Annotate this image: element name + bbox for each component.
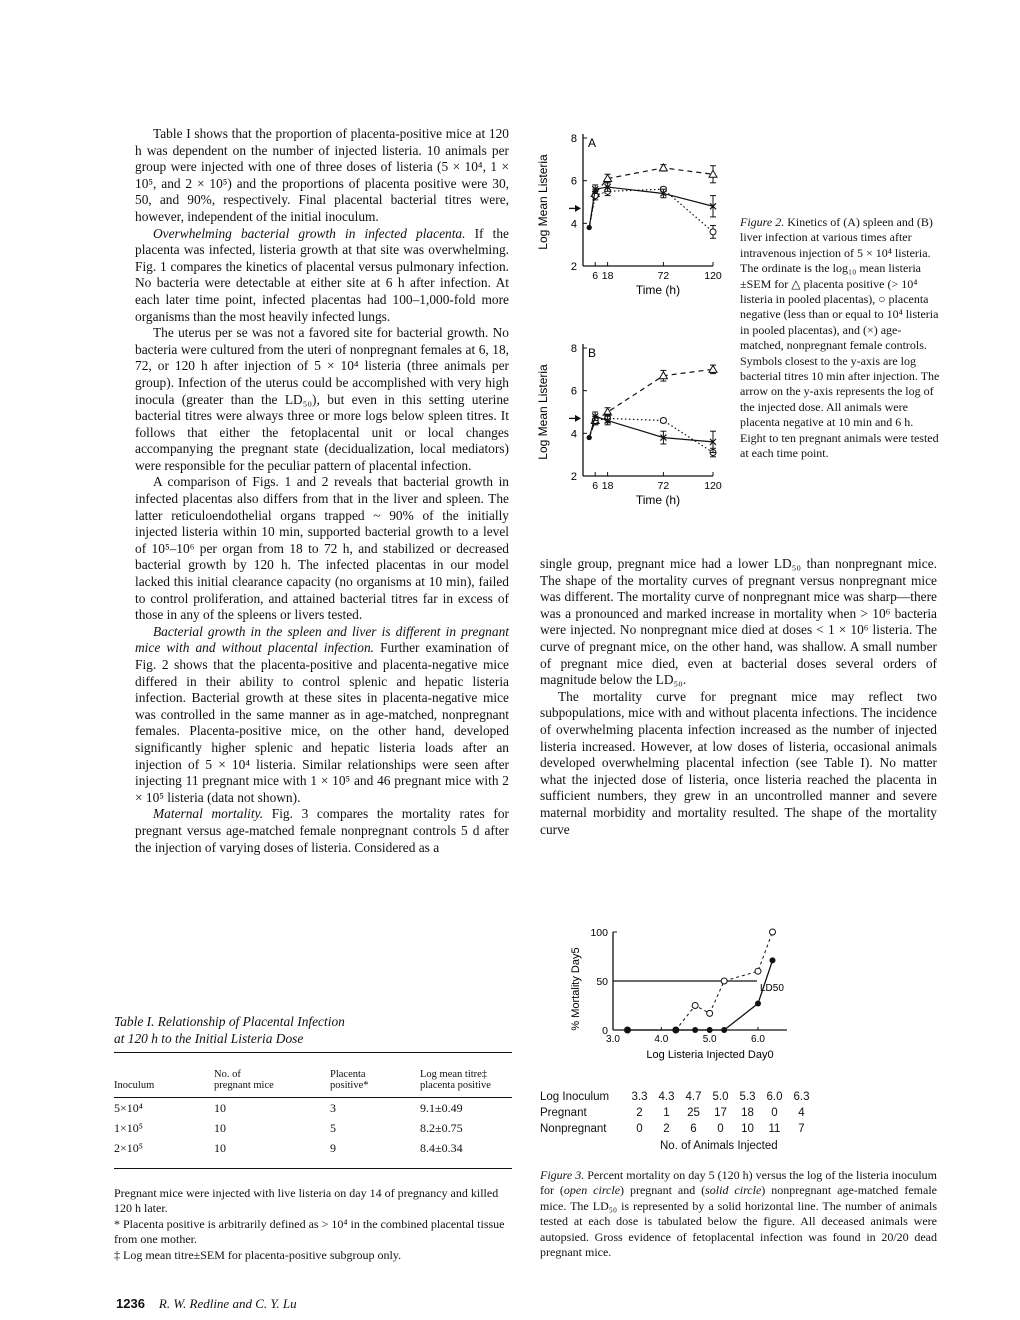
caption-text: Kinetics of (A) spleen and (B) liver infection at various times after intravenous injection of 5 × 10⁴ listeria. The ordinate is the log₁₀ mean listeria ±SEM for △ placenta positive (> 10⁴ listeria in pooled placentas), ○ placenta negative (less than or equal to 10⁴ listeria in pooled placentas), and (×) age-matched, nonpregnant female controls. Symbols closest to the y-axis are log bacterial titres 10 min after injection. The arrow on the y-axis represents the log of the injected dose. All animals were placenta negative at 10 min and 6 h. Eight to ten pregnant animals were tested at each time point. (740, 215, 940, 461)
caption-text: solid circle (705, 1183, 762, 1198)
figure-3-table (540, 1090, 815, 1138)
x-tick-label: 6 (592, 480, 599, 492)
table-cell: 6 (690, 1123, 697, 1135)
table-cell: 2×10⁵ (114, 1141, 143, 1155)
table-cell: 5×10⁴ (114, 1101, 143, 1115)
caption-text: open circle (563, 1183, 621, 1198)
data-point-solid-circle (721, 1027, 727, 1033)
table-cell: 4 (798, 1107, 805, 1119)
table-1 (114, 1052, 512, 1169)
x-tick-label: 3.0 (606, 1034, 620, 1045)
x-tick-label: 18 (601, 270, 614, 282)
paragraph: A comparison of Figs. 1 and 2 reveals that bacterial growth in infected placentas also differs from that in the liver and spleen. The latter reticuloendothelial organs trapped ~ 90% of the initially injected listeria within 10 min, supported bacterial growth to a level of 10⁵–10⁶ per organ from 18 to 72 h, and stabilized or decreased bacterial growth by 120 h. The infected placentas in our model lacked this initial clearance capacity (no organisms at 10 min), failed to control proliferation, and attained bacterial titres far in excess of those in any of the spleens or livers tested. (135, 474, 509, 623)
data-point-solid-circle (625, 1027, 631, 1033)
paragraph: The mortality curve for pregnant mice may reflect two subpopulations, mice with and without placenta infections. The incidence of overwhelming placenta infection increased as the number of injected listeria increased. However, at low doses of listeria, occasional animals developed overwhelming placental infection (see Table I). No matter what the injected dose of listeria, once listeria reached the placenta in sufficient numbers, they grew in an uncontrolled manner and severe maternal morbidity and mortality resulted. The shape of the mortality curve (540, 688, 937, 837)
table-cell: 11 (768, 1123, 781, 1135)
table-cell: 25 (687, 1107, 700, 1119)
table-row (114, 1118, 512, 1138)
x-tick-label: 6.0 (751, 1034, 765, 1045)
table-note: * Placenta positive is arbitrarily defined as > 10⁴ in the combined placental tissue from one mother. (114, 1216, 505, 1247)
table-cell: 1×10⁵ (114, 1121, 143, 1135)
table-cell: 9.1±0.49 (420, 1101, 463, 1115)
figure-2-panel-b (536, 343, 722, 507)
data-point-open-circle (721, 978, 727, 984)
paragraph-text: If the placenta was infected, listeria growth at that site was overwhelming. Fig. 1 compares the kinetics of placental versus pulmonary infection. No bacteria were detectable at either site at 6 h after infection. At each later time point, infected placentas had 100–1,000-fold more organisms than the most heavily infected lungs. (135, 225, 509, 324)
table-cell: 9 (330, 1141, 336, 1155)
data-point-triangle (709, 365, 717, 372)
paragraph-text: Fig. 3 compares the mortality rates for pregnant versus age-matched female nonpregnant controls 5 d after the injection of varying doses of listeria. Considered as a (135, 806, 509, 855)
data-point-open-circle (755, 968, 761, 974)
injected-dose-arrowhead (575, 415, 581, 422)
caption-text: ) pregnant and ( (620, 1183, 706, 1198)
right-column (540, 556, 937, 838)
initial-point (587, 225, 592, 230)
row-label: Log Inoculum (540, 1091, 610, 1103)
page-number: 1236 (116, 1296, 145, 1311)
row-label: Nonpregnant (540, 1123, 607, 1135)
table-cell: 5.0 (712, 1091, 729, 1103)
panel-label: B (588, 346, 597, 360)
x-tick-label: 72 (657, 480, 670, 492)
paragraph-text: Further examination of Fig. 2 shows that the placenta-positive and placenta-negative mice differed in their ability to control splenic and hepatic listeria infection. Bacterial growth at these sites in placenta-negative mice was controlled in the same manner as in age-matched, nonpregnant females. Placenta-positive mice, on the other hand, developed significantly higher splenic and hepatic listeria loads after an injection of 5 × 10⁴ listeria. Similar relationships were seen after injecting 11 pregnant mice with 1 × 10⁵ and 46 pregnant mice with 2 × 10⁵ listeria (data not shown). (135, 640, 509, 805)
table-cell: 0 (771, 1107, 778, 1119)
figure-3-table-footer: No. of Animals Injected (660, 1140, 778, 1152)
column-header: No. of pregnant mice (214, 1069, 274, 1091)
table-cell: 4.7 (685, 1091, 702, 1103)
table-row (540, 1122, 815, 1138)
table-cell: 7 (798, 1123, 805, 1135)
table-cell: 6.3 (793, 1091, 810, 1103)
table-cell: 8.2±0.75 (420, 1121, 463, 1135)
table-title-line: at 120 h to the Initial Listeria Dose (114, 1030, 304, 1046)
paragraph: The uterus per se was not a favored site for bacterial growth. No bacteria were cultured from the uteri of nonpregnant females at 6, 18, 72, or 120 h after injection of 5 × 10⁴ listeria (three animals per group). Infection of the uterus could be accomplished with very high inocula (greater than the LD₅₀), but even in this setting uterine bacterial titres were always three or more logs below spleen titres. It follows that either the fetoplacental unit or local changes accompanying the pregnant state (decidualization, local mediators) were responsible for the peculiar pattern of placental infection. (135, 325, 509, 473)
paragraph: single group, pregnant mice had a lower LD₅₀ than nonpregnant mice. The shape of the mortality curves of pregnant versus nonpregnant mice was different. The mortality curve of nonpregnant mice was sharp—there was a pronounced and marked increase in mortality when > 10⁶ bacteria were injected. No nonpregnant mice died at doses < 1 × 10⁶ listeria. The curve of pregnant mice, on the other hand, was shallow. A small number of pregnant mice died, even at bacterial doses several orders of magnitude below the LD₅₀. (540, 556, 937, 688)
y-tick-label: 0 (602, 1025, 608, 1037)
figure-2-panel-a (536, 133, 722, 297)
table-note: Pregnant mice were injected with live listeria on day 14 of pregnancy and killed 120 h later. (114, 1186, 499, 1216)
caption-label: Figure 3. (540, 1168, 585, 1182)
data-point-open-circle (770, 929, 776, 935)
table-note: ‡ Log mean titre±SEM for placenta-positive subgroup only. (114, 1247, 402, 1262)
running-authors: R. W. Redline and C. Y. Lu (158, 1296, 297, 1311)
section-heading: Bacterial growth in the spleen and liver is different in pregnant mice with and without placental infection. (135, 623, 509, 656)
table-cell: 0 (636, 1123, 643, 1135)
paragraph: Table I shows that the proportion of placenta-positive mice at 120 h was dependent on the number of injected listeria. 10 animals per group were injected with one of three doses of listeria (5 × 10⁴, 1 × 10⁵, and 2 × 10⁵) and the proportions of placenta positive were 30, 50, and 90%, respectively. Final placental bacterial titres were, however, independent of the initial inoculum. (135, 126, 509, 224)
x-tick-label: 72 (657, 270, 670, 282)
table-row (540, 1106, 815, 1122)
y-tick-label: 8 (570, 133, 577, 145)
caption-label: Figure 2. (740, 215, 785, 229)
data-point-solid-circle (755, 1001, 761, 1007)
table-row (114, 1138, 512, 1169)
table-cell: 2 (663, 1123, 670, 1135)
table-1-notes (114, 1186, 512, 1263)
y-axis-label: % Mortality Day5 (570, 947, 582, 1031)
column-header: Inoculum (114, 1080, 155, 1091)
table-cell: 18 (741, 1107, 754, 1119)
figure-2 (525, 118, 735, 530)
y-tick-label: 2 (570, 471, 577, 483)
data-point-open-circle (707, 1010, 713, 1016)
table-row (114, 1098, 512, 1119)
y-tick-label: 50 (596, 976, 608, 988)
y-tick-label: 2 (570, 261, 577, 273)
ld50-label: LD50 (760, 983, 784, 994)
y-tick-label: 100 (590, 927, 608, 939)
table-cell: 17 (714, 1107, 727, 1119)
table-cell: 2 (636, 1107, 643, 1119)
table-title-line: Table I. Relationship of Placental Infection (114, 1014, 345, 1029)
data-point-circle (660, 418, 666, 424)
series-line-nonpregnant (628, 960, 773, 1030)
table-cell: 10 (214, 1141, 226, 1155)
table-cell: 5 (330, 1121, 336, 1135)
table-1-title (114, 1014, 345, 1047)
table-cell: 4.3 (658, 1091, 675, 1103)
series-line-triangle (589, 369, 713, 437)
data-point-open-circle (692, 1003, 698, 1009)
caption-text: Percent mortality on day 5 (120 h) versus the log of the listeria inoculum for ( (540, 1168, 937, 1198)
figure-2-caption (740, 215, 940, 462)
data-point-circle (710, 229, 716, 235)
data-point-solid-circle (707, 1027, 713, 1033)
table-cell: 5.3 (739, 1091, 756, 1103)
y-axis-label: Log Mean Listeria (536, 154, 550, 250)
table-cell: 10 (214, 1121, 226, 1135)
y-tick-label: 6 (570, 175, 577, 188)
column-header: Log mean titre‡ placenta positive (420, 1069, 491, 1091)
row-label: Pregnant (540, 1107, 587, 1119)
table-row (540, 1090, 815, 1106)
x-axis-label: Log Listeria Injected Day0 (646, 1049, 774, 1061)
y-tick-label: 6 (570, 385, 577, 398)
y-axis-label: Log Mean Listeria (536, 364, 550, 460)
figure-3-caption (540, 1168, 937, 1260)
x-tick-label: 18 (601, 480, 614, 492)
column-header: Placenta positive* (330, 1069, 369, 1091)
x-tick-label: 5.0 (702, 1034, 717, 1045)
table-cell: 1 (663, 1107, 670, 1119)
table-cell: 3.3 (631, 1091, 648, 1103)
figure-3 (555, 920, 805, 1070)
table-header-row (114, 1053, 512, 1098)
data-point-triangle (709, 170, 717, 177)
x-axis-label: Time (h) (635, 283, 681, 297)
caption-text: ) nonpregnant age-matched female mice. The LD₅₀ is represented by a solid horizontal line. The number of animals tested at each dose is tabulated below the figure. All deceased animals were autopsied. Gross evidence of fetoplacental infection was found in 20/20 dead pregnant mice. (540, 1183, 937, 1260)
paragraph (135, 806, 509, 856)
section-heading: Maternal mortality. (153, 806, 264, 822)
page-footer (116, 1296, 297, 1312)
initial-point (587, 435, 592, 440)
data-point-solid-circle (692, 1027, 698, 1033)
table-cell: 8.4±0.34 (420, 1141, 463, 1155)
y-tick-label: 4 (570, 428, 577, 441)
table-cell: 10 (214, 1101, 226, 1115)
x-tick-label: 120 (704, 270, 722, 282)
x-axis-label: Time (h) (635, 493, 681, 507)
data-point-solid-circle (673, 1027, 679, 1033)
table-cell: 6.0 (766, 1091, 783, 1103)
panel-label: A (588, 136, 597, 150)
injected-dose-arrowhead (575, 205, 581, 212)
left-column (135, 126, 509, 856)
table-cell: 10 (741, 1123, 754, 1135)
x-tick-label: 6 (592, 270, 599, 282)
y-tick-label: 8 (570, 343, 577, 355)
section-heading: Overwhelming bacterial growth in infected placenta. (153, 225, 466, 241)
paragraph (135, 624, 509, 807)
y-tick-label: 4 (570, 218, 577, 231)
x-tick-label: 4.0 (654, 1034, 669, 1045)
table-cell: 0 (717, 1123, 724, 1135)
x-tick-label: 120 (704, 480, 722, 492)
paragraph (135, 226, 509, 326)
table-cell: 3 (330, 1101, 336, 1115)
data-point-solid-circle (770, 957, 776, 963)
